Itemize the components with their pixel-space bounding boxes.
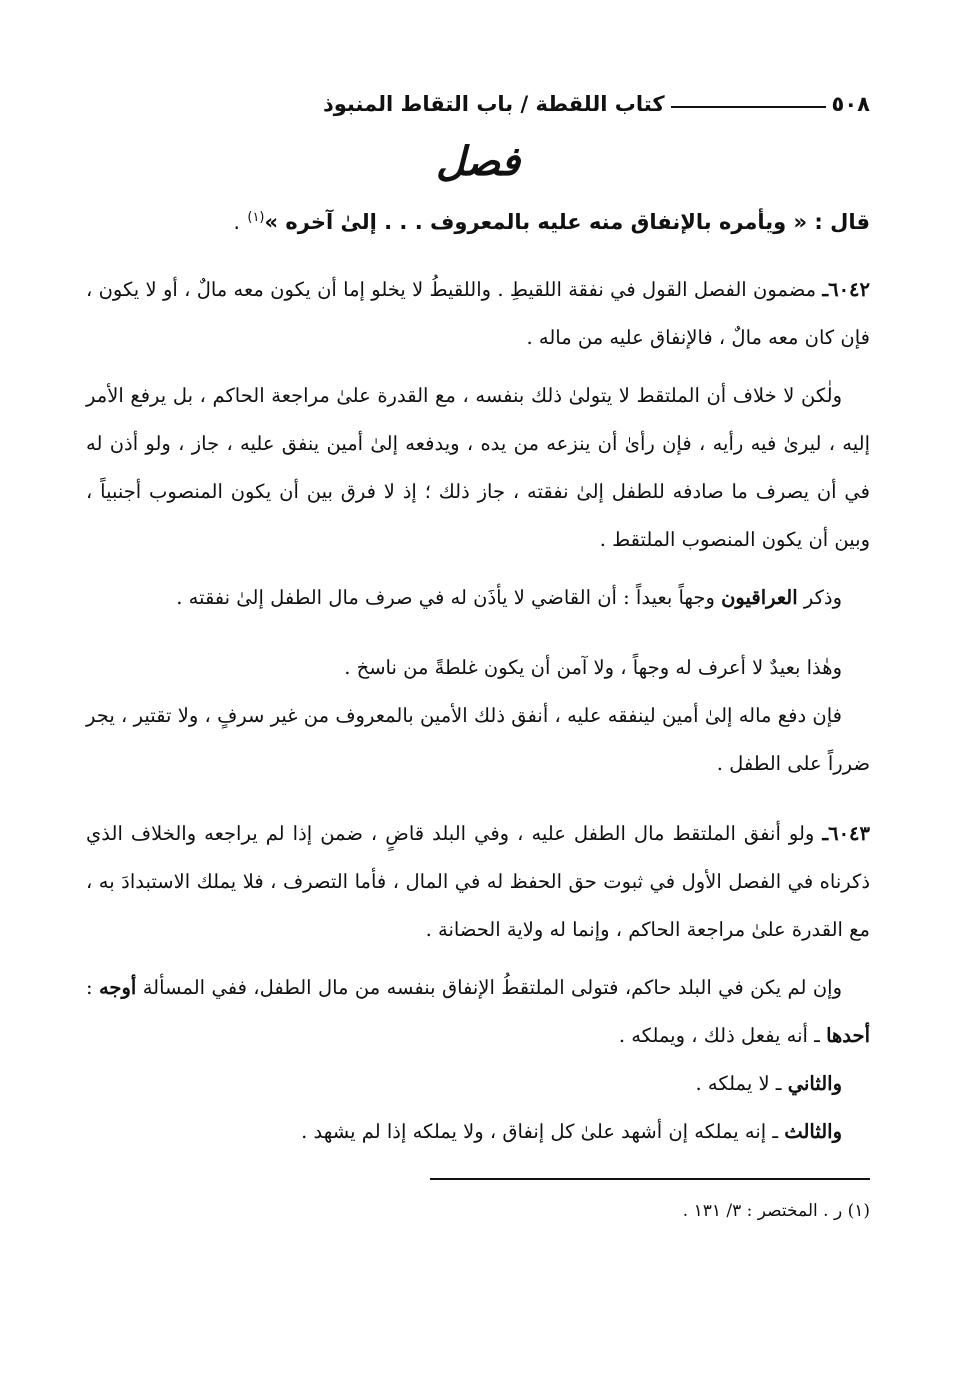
section-ornament: فصل	[435, 138, 521, 185]
bold-term: والثالث	[784, 1120, 842, 1143]
paragraph-6042	[86, 266, 870, 362]
footnote	[86, 1196, 870, 1226]
book-title: كتاب اللقطة / باب التقاط المنبوذ	[322, 92, 665, 116]
bold-term: أوجه	[98, 976, 137, 999]
bold-term: العراقيون	[721, 586, 798, 609]
paragraph-text: وإن لم يكن في البلد حاكم، فتولى الملتقطُ الإنفاق بنفسه من مال الطفل، ففي المسألة	[142, 976, 842, 999]
header-rule	[671, 106, 826, 108]
paragraph-text: ـ أنه يفعل ذلك ، ويملكه .	[618, 1024, 820, 1047]
page-number: ٥٠٨	[831, 92, 870, 116]
paragraph-text: مضمون الفصل القول في نفقة اللقيطِ . واللقيطُ لا يخلو إما أن يكون معه مالٌ ، أو لا يكون ، فإن كان معه مالٌ ، فالإنفاق عليه من ماله .	[86, 278, 870, 349]
footnote-divider	[430, 1178, 870, 1180]
footnote-marker: (١)	[847, 1201, 870, 1221]
footnote-reference[interactable]: (١)	[247, 210, 265, 225]
quote-lead: قال : «	[793, 210, 870, 234]
quote-end: .	[233, 210, 241, 234]
footnote-text: ر . المختصر : ٣/ ١٣١ .	[682, 1201, 843, 1221]
paragraph-number: ٦٠٤٣ـ	[822, 822, 871, 845]
paragraph-text: ولو أنفق الملتقط مال الطفل عليه ، وفي البلد قاضٍ ، ضمن إذا لم يراجعه والخلاف الذي ذكرناه في الفصل الأول في ثبوت حق الحفظ له في المال ، فأما التصرف ، فلا يملك الاستبدادَ به ، مع القدرة علىٰ مراجعة الحاكم ، وإنما له ولاية الحضانة .	[86, 822, 870, 941]
bold-term: والثاني	[787, 1072, 842, 1095]
paragraph-text: وجهاً بعيداً : أن القاضي لا يأذَن له في صرف مال الطفل إلىٰ نفقته .	[176, 586, 715, 609]
paragraph-text-5: فإن دفع ماله إلىٰ أمين لينفقه عليه ، أنفق ذلك الأمين بالمعروف من غير سرفٍ ، ولا تقتير ، يجر ضرراً على الطفل .	[86, 704, 870, 775]
running-header	[86, 84, 870, 124]
paragraph-text: ـ إنه يملكه إن أشهد علىٰ كل إنفاق ، ولا يملكه إذا لم يشهد .	[301, 1120, 779, 1143]
paragraph-6043	[86, 810, 870, 954]
quote-text: ويأمره بالإنفاق منه عليه بالمعروف . . . إلىٰ آخره	[285, 210, 787, 234]
paragraph-text-4: وهٰذا بعيدٌ لا أعرف له وجهاً ، ولا آمن أن يكون غلطةً من ناسخ .	[344, 656, 842, 679]
paragraph-text-2: ولٰكن لا خلاف أن الملتقط لا يتولىٰ ذلك بنفسه ، مع القدرة علىٰ مراجعة الحاكم ، بل يرفع الأمر إليه ، ليرىٰ فيه رأيه ، فإن رأىٰ أن ينزعه من يده ، ويدفعه إلىٰ أمين ينفق عليه ، جاز ، ولو أذن له في أن يصرف ما صادفه للطفل إلىٰ نفقته ، جاز ذلك ؛ إذ لا فرق بين أن يكون المنصوب أجنبياً ، وبين أن يكون المنصوب الملتقط .	[86, 384, 870, 551]
paragraph-awjuh	[86, 964, 870, 1060]
paragraph-text: وذكر	[803, 586, 842, 609]
paragraph-text: :	[86, 976, 93, 999]
paragraph-second-view	[86, 1060, 870, 1108]
bold-term: أحدها	[826, 1024, 870, 1047]
paragraph-number: ٦٠٤٢ـ	[822, 278, 870, 301]
paragraph-third-view	[86, 1108, 870, 1156]
section-quote	[86, 196, 870, 244]
quote-close: »	[264, 210, 279, 234]
paragraph-text: ـ لا يملكه .	[695, 1072, 782, 1095]
paragraph-iraqiyyun	[86, 574, 870, 622]
